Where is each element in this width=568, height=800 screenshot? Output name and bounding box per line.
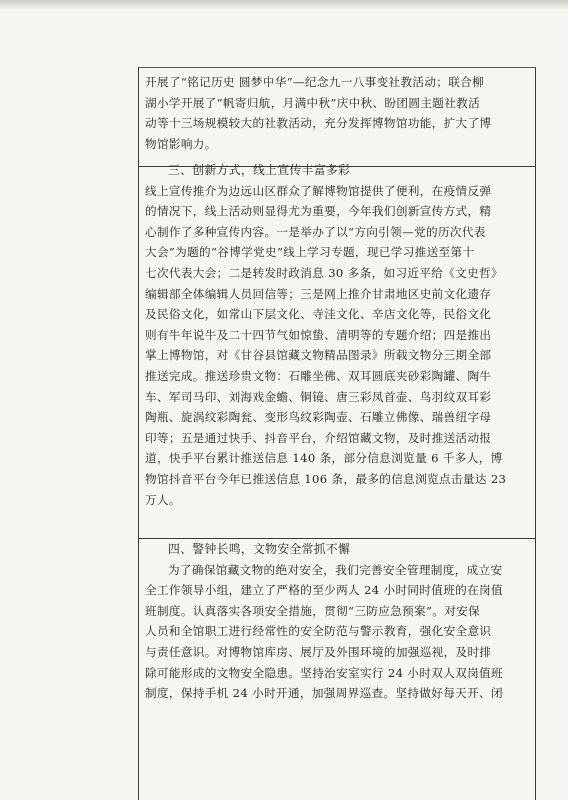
text-line: 掌上博物馆，对《甘谷县馆藏文物精品图录》所载文物分三期全部 — [145, 348, 492, 363]
text-line: 大会”为题的“谷博学党史”线上学习专题，现已学习推送至第十 — [145, 245, 475, 260]
text-line: 编辑部全体编辑人员回信等；三是网上推介甘肃地区史前文化遗存 — [145, 286, 492, 301]
section3 — [145, 160, 530, 510]
text-line: 除可能形成的文物安全隐患。坚持治安室实行 24 小时双人双岗值班 — [145, 665, 503, 680]
text-line: 车、军司马印、刘海戏金蟾、铜镜、唐三彩凤首壶、鸟羽纹双耳彩 — [145, 389, 492, 404]
text-line: 陶瓶、旋涡纹彩陶瓮、变形鸟纹彩陶壶、石雕立佛像、瑞兽纽字母 — [145, 410, 492, 425]
section1-tail — [145, 72, 530, 154]
table-left-border — [138, 68, 139, 800]
table-right-border — [535, 68, 536, 800]
text-line: 班制度。认真落实各项安全措施，贯彻“三防应急预案”。对安保 — [145, 603, 481, 618]
text-line: 印等；五是通过快手、抖音平台，介绍馆藏文物，及时推送活动报 — [145, 430, 492, 445]
scan-shadow — [0, 0, 568, 10]
table-top-border — [138, 67, 536, 68]
text-line: 制度，保持手机 24 小时开通，加强周界巡查。坚持做好每天开、闭 — [145, 686, 503, 701]
text-line: 物馆抖音平台今年已推送信息 106 条，最多的信息浏览点击量达 23 — [145, 471, 507, 486]
text-line: 道，快手平台累计推送信息 140 条，部分信息浏览量 6 千多人，博 — [145, 451, 503, 466]
text-line: 及民俗文化，如常山下层文化、寺洼文化、辛店文化等，民俗文化 — [145, 307, 492, 322]
text-line: 推送完成。推送珍贵文物：石雕坐佛、双耳圆底夹砂彩陶罐、陶牛 — [145, 368, 492, 383]
section3-heading: 三、创新方式，线上宣传丰富多彩 — [168, 163, 351, 177]
section4-heading: 四、警钟长鸣，文物安全常抓不懈 — [168, 542, 351, 556]
text-line: 湖小学开展了“帆寄归航，月满中秋”庆中秋、盼团圆主题社教活 — [145, 95, 481, 110]
text-line: 开展了“铭记历史 圆梦中华”—纪念九一八事变社教活动；联合柳 — [145, 75, 485, 89]
text-line: 全工作领导小组，建立了严格的至少两人 24 小时同时值班的在岗值 — [145, 583, 503, 598]
text-line: 的情况下，线上活动则显得尤为重要，今年我们创新宣传方式，精 — [145, 204, 492, 219]
text-line: 为了确保馆藏文物的绝对安全，我们完善安全管理制度，成立安 — [168, 562, 503, 577]
text-line: 万人。 — [145, 492, 181, 507]
text-line: 心制作了多种宣传内容。一是举办了以“方向引领—党的历次代表 — [145, 224, 486, 239]
section4 — [145, 539, 530, 704]
text-line: 则有牛年说牛及二十四节气如惊蛰、清明等的专题介绍；四是推出 — [145, 327, 492, 342]
text-line: 人员和全馆职工进行经常性的安全防范与警示教育，强化安全意识 — [145, 624, 492, 639]
text-line: 动等十三场规模较大的社教活动，充分发挥博物馆功能，扩大了博 — [145, 116, 492, 131]
text-line: 线上宣传推介为边远山区群众了解博物馆提供了便利，在疫情反弹 — [145, 183, 492, 198]
text-line: 物馆影响力。 — [145, 136, 217, 151]
text-line: 七次代表大会；二是转发时政消息 30 多条，如习近平给《文史哲》 — [145, 265, 503, 280]
text-line: 与责任意识。对博物馆库房、展厅及外围环境的加强巡视，及时排 — [145, 644, 492, 659]
